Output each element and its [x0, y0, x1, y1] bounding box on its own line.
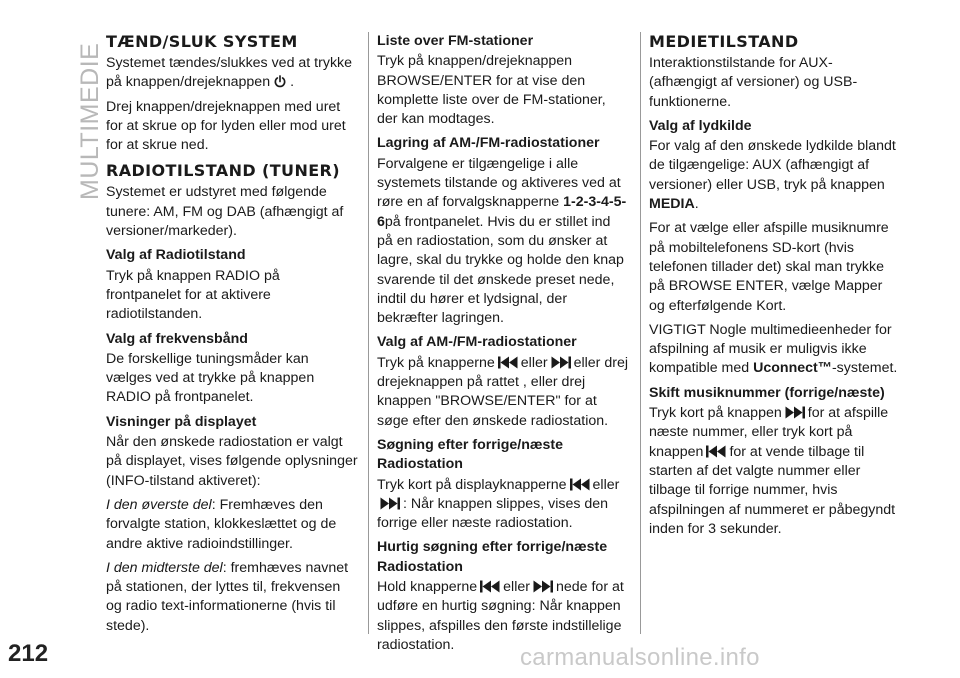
heading-media: MEDIETILSTAND	[649, 32, 799, 51]
skip-next-icon	[380, 497, 400, 510]
heading-select-radio: Valg af Radiotilstand	[106, 247, 246, 264]
skip-previous-icon	[570, 478, 590, 491]
paragraph-seek: Tryk kort på displayknapperne eller : Når knappen slippes, vises den forrige eller næste radiostation.	[377, 476, 620, 532]
paragraph-middle: I den midterste del: fremhæves navnet på stationen, der lyttes til, frekvensen og radio text-informationerne (hvis til stede).	[106, 559, 349, 634]
skip-previous-icon	[706, 445, 726, 458]
paragraph-display: Når den ønskede radiostation er valgt på displayet, vises følgende oplysninger (INFO-tilstand aktiveret):	[106, 434, 358, 489]
skip-next-icon	[785, 406, 805, 419]
paragraph-band: De forskellige tuningsmåder kan vælges ved at trykke på knappen RADIO på frontpanelet.	[106, 350, 315, 406]
paragraph-fast-seek: Hold knapperne eller nede for at udføre en hurtig søgning: Når knappen slippes, afspilles den første indstillelige radiostation.	[377, 579, 624, 653]
heading-store: Lagring af AM-/FM-radiostationer	[377, 135, 600, 152]
column-1	[106, 32, 358, 641]
column-2	[377, 32, 629, 660]
preset-keys: 1-2-3-4-5-6	[377, 194, 627, 230]
section-title-text: MULTIMEDIE	[76, 42, 104, 200]
paragraph-radio: Systemet er udstyret med følgende tunere: AM, FM og DAB (afhængigt af versioner/markeder).	[106, 184, 344, 240]
column-divider	[640, 32, 641, 634]
column-divider	[368, 32, 369, 634]
heading-track: Skift musiknummer (forrige/næste)	[649, 384, 885, 401]
paragraph-track: Tryk kort på knappen for at afspille næste nummer, eller tryk kort på knappen for at vende tilbage til starten af det valgte nummer eller tilbage til forrige nummer, hvis afspilningen af nummeret er påbegyndt inden for 3 sekunder.	[649, 405, 896, 537]
section-side-title	[48, 40, 104, 200]
media-key: MEDIA	[649, 196, 695, 213]
paragraph-media: Interaktionstilstande for AUX- (afhængigt af versioner) og USB-funktionerne.	[649, 55, 858, 110]
paragraph-select-radio: Tryk på knappen RADIO på frontpanelet for at aktivere radiotilstanden.	[106, 267, 280, 323]
watermark: carmanualsonline.info	[520, 644, 760, 671]
paragraph-top: I den øverste del: Fremhæves den forvalgte station, klokkeslættet og de andre aktive radioindstillinger.	[106, 496, 337, 552]
heading-power: TÆND/SLUK SYSTEM	[106, 32, 298, 51]
brand-name: Uconnect™	[753, 360, 832, 377]
paragraph-fm-list: Tryk på knappen/drejeknappen BROWSE/ENTER for at vise den komplette liste over de FM-stationer, der kan modtages.	[377, 53, 606, 128]
skip-next-icon	[551, 356, 571, 369]
skip-next-icon	[533, 580, 553, 593]
paragraph-power-1: Systemet tændes/slukkes ved at trykke på knappen/drejeknappen .	[106, 55, 353, 91]
heading-select-station: Valg af AM-/FM-radiostationer	[377, 334, 577, 351]
heading-band: Valg af frekvensbånd	[106, 330, 248, 347]
column-3	[649, 32, 901, 544]
skip-previous-icon	[480, 580, 500, 593]
heading-seek: Søgning efter forrige/næste Radiostation	[377, 436, 564, 473]
heading-fast-seek: Hurtig søgning efter forrige/næste Radiostation	[377, 539, 608, 575]
paragraph-select-station: Tryk på knapperne eller eller drej drejeknappen på rattet , eller drej knappen "BROWSE/ENTER" for at søge efter den ønskede radiostation.	[377, 354, 629, 429]
paragraph-source: For valg af den ønskede lydkilde blandt de tilgængelige: AUX (afhængigt af versioner) eller USB, tryk på knappen MEDIA.	[649, 138, 896, 213]
heading-display: Visninger på displayet	[106, 413, 257, 430]
heading-radio: RADIOTILSTAND (TUNER)	[106, 161, 340, 181]
paragraph-store: Forvalgene er tilgængelige i alle systemets tilstande og aktiveres ved at røre en af forvalgsknapperne 1-2-3-4-5-6på frontpanelet. Hvis du er stillet ind på en radiostation, som du ønsker at lagre, skal du trykke og holde den knap svarende til det ønskede preset nede, indtil du hører et lydsignal, der bekræfter lagringen.	[377, 155, 627, 327]
heading-fm-list: Liste over FM-stationer	[377, 33, 534, 49]
paragraph-play: For at vælge eller afspille musiknumre på mobiltelefonens SD-kort (hvis telefonen tillader det) skal man trykke på BROWSE ENTER, vælge Mapper og efterfølgende Kort.	[649, 220, 889, 314]
page-number: 212	[8, 640, 49, 667]
power-icon	[273, 75, 287, 88]
heading-source: Valg af lydkilde	[649, 117, 752, 134]
skip-previous-icon	[498, 356, 518, 369]
paragraph-power-2: Drej knappen/drejeknappen med uret for at skrue op for lyden eller mod uret for at skrue ned.	[106, 98, 346, 154]
paragraph-warning: VIGTIGT Nogle multimedieenheder for afspilning af musik er muligvis ikke kompatible med Uconnect™-systemet.	[649, 321, 898, 377]
